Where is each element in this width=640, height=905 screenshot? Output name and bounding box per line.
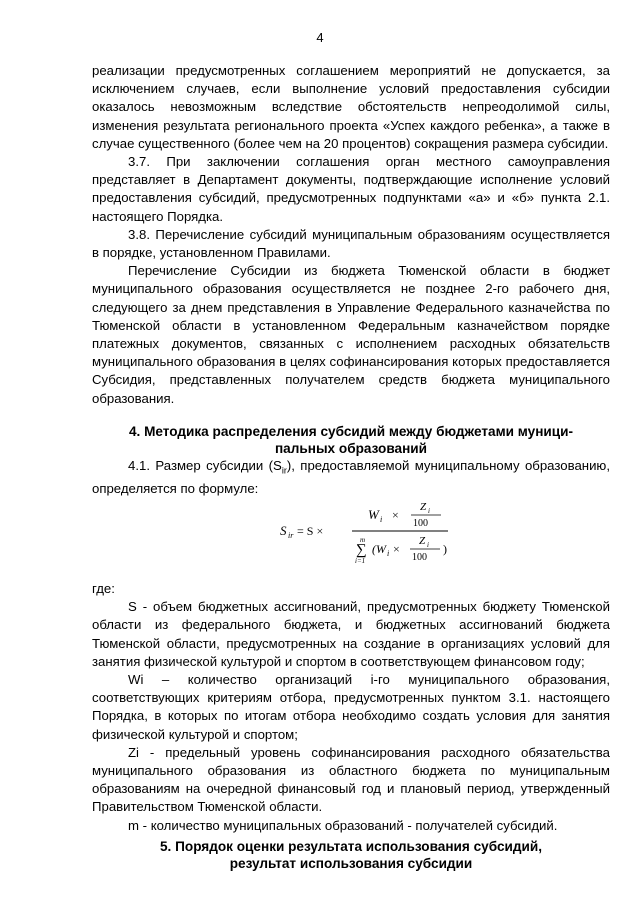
paragraph-3-7: 3.7. При заключении соглашения орган местного самоуправления представляет в Департамент документы, подтверждающие исполнение условий предоставления субсидий, предусмотренных подпунктами «а» и «б» пункта 2.1. настоящего Порядка. [92,154,610,224]
paragraph-transfer: Перечисление Субсидии из бюджета Тюменской области в бюджет муниципального образования осуществляется не позднее 2-го рабочего дня, следующего за днем представления в Управление Федерального казначейства по Тюменской области в установленном Федеральным казначейством порядке платежных документов, связанных с исполнением расходных обязательств муниципального образования в целях софинансирования которых предоставляется Субсидия, представленных получателем средств бюджета муниципального образования. [92,263,610,406]
formula-num-z-sub: i [428,507,430,515]
p41-before: 4.1. Размер субсидии (S [128,458,282,473]
paragraph-where: где: [92,581,115,596]
formula-num-w: W [368,507,379,522]
formula-equals: = S × [297,524,324,538]
paragraph-intro: реализации предусмотренных соглашением мероприятий не допускается, за исключением случаев, если выполнение условий предоставления субсидии оказалось невозможным вследствие обстоятельств непреодолимой силы, изменения результата регионального проекта «Успех каждого ребенка», а также в случае существенного (более чем на 20 процентов) сокращения размера субсидии. [92,63,610,151]
definition-zi: Zi - предельный уровень софинансирования расходного обязательства муниципального образования из областного бюджета по муниципальным образованиям на очередной финансовый год и плановый период, утвержденный Правительством Тюменской области. [92,744,610,815]
formula-lhs: S [280,523,287,538]
section-5-heading-line2: результат использования субсидии [229,856,473,871]
definition-m: m - количество муниципальных образований - получателей субсидий. [128,817,558,833]
formula-num-100: 100 [413,518,428,529]
distribution-formula [280,495,480,575]
text-block-1 [92,62,610,408]
definition-wi: Wi – количество организаций i-го муниципального образования, соответствующих критериям отбора, предусмотренных пунктом 3.1. настоящего Порядка, в которых по итогам отбора необходимо создать условия для занятия физической культурой и спортом; [92,672,610,742]
section-4-heading-line2: пальных образований [274,441,428,456]
paragraph-4-1 [92,457,610,498]
p41-sub: ir [281,465,287,476]
formula-den-z-sub: i [427,541,429,549]
section-5-heading [92,838,610,872]
formula-den-open: (W [372,542,386,556]
text-block-2 [92,580,610,835]
formula-den-w-sub: i [387,549,390,558]
formula-sum-bottom: i=1 [355,557,366,565]
formula-num-w-sub: i [380,515,383,524]
formula-den-times: × [393,542,400,556]
formula-den-z: Z [419,535,426,547]
page-number: 4 [316,30,324,45]
formula-lhs-sub: ir [288,531,294,540]
section-5-heading-line1: 5. Порядок оценки результата использования субсидий, [160,839,542,854]
formula-sum-sign: ∑ [356,542,367,558]
formula-sum-top: m [360,536,366,544]
p41-after: ), предоставляемой муниципальному образованию, определяется по формуле: [92,458,610,496]
formula-num-z: Z [420,501,427,513]
formula-den-close: ) [443,542,447,556]
formula-num-times: × [392,508,399,522]
section-4-heading [92,423,610,457]
section-4-heading-line1: 4. Методика распределения субсидий между бюджетами муници- [128,424,574,439]
formula-den-100: 100 [412,552,427,563]
definition-s: S - объем бюджетных ассигнований, предусмотренных бюджету Тюменской области из федерального бюджета, и бюджетных ассигнований бюджета Тюменской области, предусмотренных на создание в организациях условий для занятия физической культурой и спортом в соответствующем финансовом году; [92,599,610,669]
paragraph-3-8: 3.8. Перечисление субсидий муниципальным образованиям осуществляется в порядке, установленном Правилами. [92,226,610,261]
